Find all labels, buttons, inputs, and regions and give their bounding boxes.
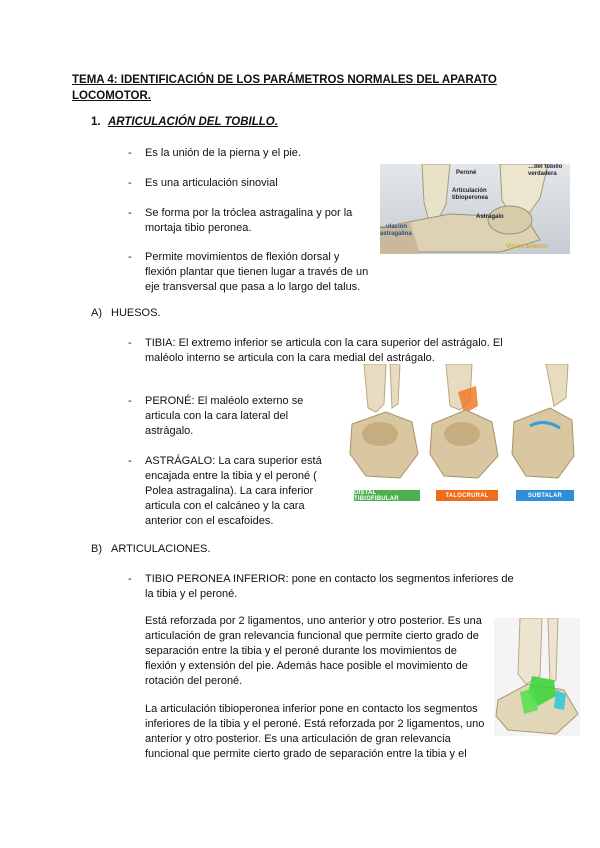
ligaments-illustration [494,618,580,736]
bullet-dash: - [128,207,132,219]
list-item: Permite movimientos de flexión dorsal y flexión plantar que tienen lugar a través de un eje transversal que pasa a lo largo del talus. [145,251,369,293]
paragraph: La articulación tibioperonea inferior pone en contacto los segmentos inferiores de la tibia y el peroné. Está reforzada por 2 ligamentos, uno anterior y otro posterior. Es una articulación de gran relevancia funcional que permite cierto grado de separación entre la tibia y el [145,703,485,760]
ankle-joints-figure [346,364,576,504]
caption-subtalar: SUBTALAR [516,490,574,501]
section-a-label: HUESOS. [111,307,161,319]
bullet-dash: - [128,147,132,159]
list-item [145,336,505,366]
figure-label: Visión anterior [506,244,548,250]
section-b-letter: B) [91,543,102,555]
section-a-heading [91,306,161,321]
figure-label: …del tobillo verdadera [528,164,563,177]
document-title: TEMA 4: IDENTIFICACIÓN DE LOS PARÁMETROS NORMALES DEL APARATO LOCOMOTOR. [72,74,497,102]
view-subtalar [508,364,574,482]
section-1-number: 1. [91,116,101,128]
bullet-dash: - [128,177,132,189]
section-1-label: ARTICULACIÓN DEL TOBILLO. [108,116,278,128]
list-item: PERONÉ: El maléolo externo se articula con la cara lateral del astrágalo. [145,395,304,437]
list-item: ASTRÁGALO: La cara superior está encajada entre la tibia y el peroné ( Polea astragalina). La cara inferior articula con el calcáneo y la cara anterior con el escafoides. [145,455,322,527]
paragraph: Está reforzada por 2 ligamentos, uno anterior y otro posterior. Es una articulación de gran relevancia funcional que permite cierto grado de separación entre la tibia y el peroné durante los movimientos de flexión y extensión del pie. Además hace posible el movimiento de rotación del peroné. [145,615,482,687]
ankle-anterior-figure [380,164,570,254]
tibia-text: TIBIA: El extremo inferior se articula con la cara superior del astrágalo. El maléolo interno se articula con la cara medial del astrágalo. [145,337,503,364]
section-b-heading [91,542,210,557]
list-item: Es una articulación sinovial [145,177,278,189]
bullet-dash: - [128,251,132,263]
caption-distal-tibiofibular: DISTAL TIBIOFIBULAR [354,490,420,501]
list-item: TIBIO PERONEA INFERIOR: pone en contacto los segmentos inferiores de la tibia y el peroné. [145,573,514,600]
view-talocrural [428,364,502,482]
section-b-label: ARTICULACIONES. [111,543,211,555]
figure-label: Astrágalo [476,214,504,220]
bullet-dash: - [128,337,132,349]
view-distal-tibiofibular [348,364,422,482]
ankle-bones-illustration [346,364,576,488]
bullet-dash: - [128,395,132,407]
tibiofibular-ligaments-figure [494,618,580,736]
section-1-heading [91,116,278,128]
list-item: Se forma por la tróclea astragalina y por la mortaja tibio peronea. [145,207,353,234]
figure-label: Peroné [456,170,477,176]
list-item: Es la unión de la pierna y el pie. [145,147,301,159]
figure-label: Articulación tibioperonea [452,188,489,201]
caption-talocrural: TALOCRURAL [436,490,498,501]
bullet-dash: - [128,455,132,467]
section-a-letter: A) [91,307,102,319]
figure-label: …ulación astragalina [380,224,412,237]
bullet-dash: - [128,573,132,585]
